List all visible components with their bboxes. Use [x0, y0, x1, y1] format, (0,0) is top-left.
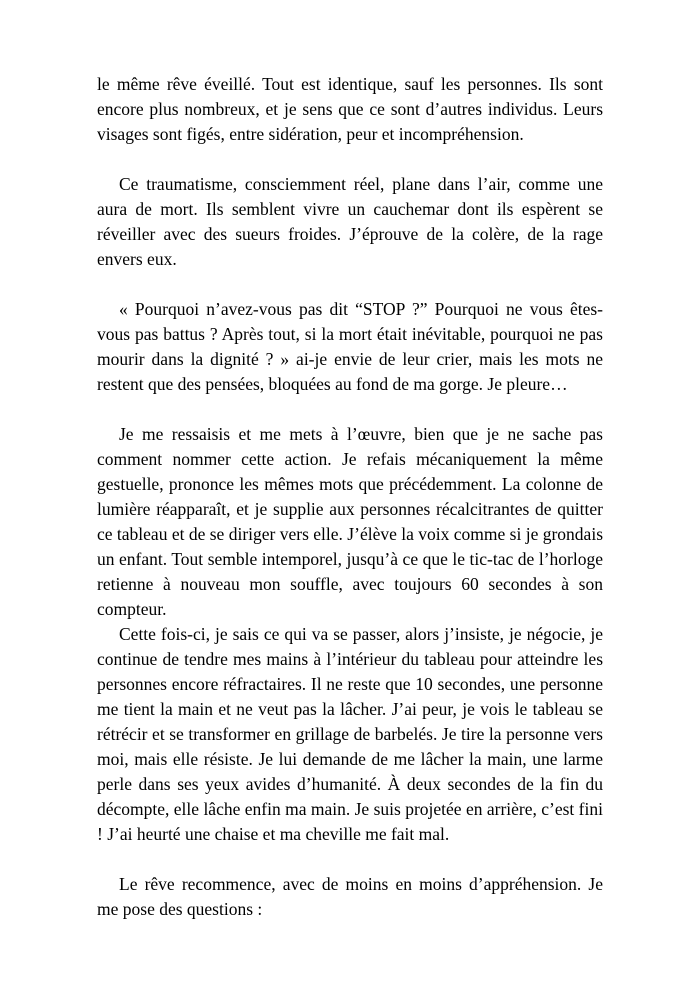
- paragraph: Ce traumatisme, consciemment réel, plane dans l’air, comme une aura de mort. Ils semblent vivre un cauchemar dont ils espèrent se réveiller avec des sueurs froides. J’éprouve de la colère, de la rage envers eux.: [97, 174, 603, 269]
- paragraph: Le rêve recommence, avec de moins en moins d’appréhension. Je me pose des questions :: [97, 874, 603, 919]
- paragraph: Je me ressaisis et me mets à l’œuvre, bien que je ne sache pas comment nommer cette action. Je refais mécaniquement la même gestuelle, prononce les mêmes mots que précédemment. La colonne de lumière réapparaît, et je supplie aux personnes récalcitrantes de quitter ce tableau et de se diriger vers elle. J’élève la voix comme si je grondais un enfant. Tout semble intemporel, jusqu’à ce que le tic-tac de l’horloge retienne à nouveau mon souffle, avec toujours 60 secondes à son compteur.: [97, 424, 603, 619]
- paragraph: « Pourquoi n’avez-vous pas dit “STOP ?” Pourquoi ne vous êtes-vous pas battus ? Après tout, si la mort était inévitable, pourquoi ne pas mourir dans la dignité ? » ai-je envie de leur crier, mais les mots ne restent que des pensées, bloquées au fond de ma gorge. Je pleure…: [97, 299, 603, 394]
- paragraph: le même rêve éveillé. Tout est identique, sauf les personnes. Ils sont encore plus nombreux, et je sens que ce sont d’autres individus. Leurs visages sont figés, entre sidération, peur et incompréhension.: [97, 74, 603, 144]
- paragraph: Cette fois-ci, je sais ce qui va se passer, alors j’insiste, je négocie, je continue de tendre mes mains à l’intérieur du tableau pour atteindre les personnes encore réfractaires. Il ne reste que 10 secondes, une personne me tient la main et ne veut pas la lâcher. J’ai peur, je vois le tableau se rétrécir et se transformer en grillage de barbelés. Je tire la personne vers moi, mais elle résiste. Je lui demande de me lâcher la main, une larme perle dans ses yeux avides d’humanité. À deux secondes de la fin du décompte, elle lâche enfin ma main. Je suis projetée en arrière, c’est fini ! J’ai heurté une chaise et ma cheville me fait mal.: [97, 624, 603, 844]
- document-page: [97, 72, 603, 922]
